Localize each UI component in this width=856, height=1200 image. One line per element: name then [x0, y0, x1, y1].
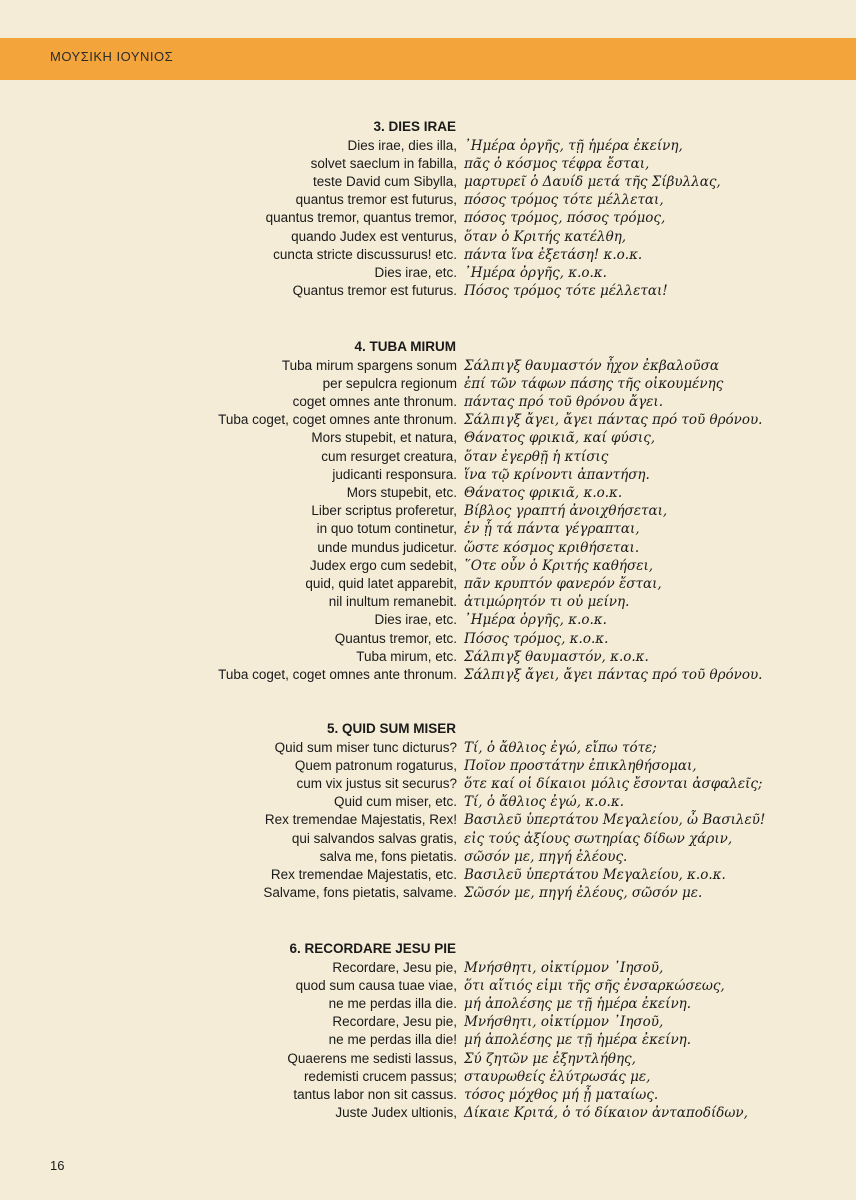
lyric-line: [0, 137, 856, 155]
lyric-line: [0, 1031, 856, 1049]
section-title: 4. TUBA MIRUM: [354, 339, 456, 354]
lyric-line: [0, 739, 856, 757]
lyric-line: [0, 575, 856, 593]
latin-text: cuncta stricte discussurus! etc.: [273, 246, 457, 262]
greek-text: ᾽Ημέρα ὀργῆς, κ.ο.κ.: [464, 264, 607, 281]
section-title: 6. RECORDARE JESU PIE: [289, 941, 456, 956]
greek-text: πόσος τρόμος, πόσος τρόμος,: [464, 210, 666, 227]
lyric-line: [0, 977, 856, 995]
lyric-line: [0, 466, 856, 484]
latin-text: Salvame, fons pietatis, salvame.: [263, 885, 457, 901]
lyric-line: [0, 209, 856, 227]
greek-text: Πόσος τρόμος, κ.ο.κ.: [464, 630, 609, 647]
greek-text: πᾶν κρυπτόν φανερόν ἔσται,: [464, 575, 662, 592]
latin-text: Tuba coget, coget omnes ante thronum.: [218, 412, 457, 428]
greek-text: σῶσόν με, πηγή ἐλέους.: [464, 848, 628, 865]
lyric-line: [0, 502, 856, 520]
lyric-line: [0, 830, 856, 848]
lyric-line: [0, 1050, 856, 1068]
latin-text: ne me perdas illa die!: [328, 1032, 457, 1048]
lyric-line: [0, 866, 856, 884]
latin-text: cum resurget creatura,: [321, 448, 457, 464]
lyric-line: [0, 429, 856, 447]
lyric-line: [0, 448, 856, 466]
latin-text: quantus tremor est futurus,: [295, 192, 457, 208]
latin-text: judicanti responsura.: [332, 466, 457, 482]
lyric-line: [0, 757, 856, 775]
latin-text: Juste Judex ultionis,: [335, 1105, 457, 1121]
greek-text: Θάνατος φρικιᾶ, κ.ο.κ.: [464, 484, 623, 501]
latin-text: cum vix justus sit securus?: [296, 775, 457, 791]
latin-text: Liber scriptus proferetur,: [311, 503, 457, 519]
latin-text: Dies irae, etc.: [374, 264, 457, 280]
latin-text: tantus labor non sit cassus.: [293, 1086, 457, 1102]
section-title: 5. QUID SUM MISER: [326, 721, 456, 736]
greek-text: πᾶς ὁ κόσμος τέφρα ἔσται,: [464, 155, 650, 172]
lyric-line: [0, 557, 856, 575]
latin-text: ne me perdas illa die.: [328, 995, 457, 1011]
lyric-line: [0, 155, 856, 173]
latin-text: qui salvandos salvas gratis,: [291, 830, 457, 846]
lyric-line: [0, 520, 856, 538]
lyric-line: [0, 539, 856, 557]
greek-text: εἰς τούς ἀξίους σωτηρίας δίδων χάριν,: [464, 830, 733, 847]
greek-text: ἀτιμώρητόν τι οὐ μείνη.: [464, 594, 630, 611]
greek-text: μαρτυρεῖ ὁ Δαυίδ μετά τῆς Σίβυλλας,: [464, 173, 721, 190]
lyric-line: [0, 1104, 856, 1122]
lyric-line: [0, 228, 856, 246]
section-title: 3. DIES IRAE: [373, 119, 456, 134]
latin-text: quantus tremor, quantus tremor,: [265, 210, 457, 226]
latin-text: Mors stupebit, et natura,: [311, 430, 457, 446]
latin-text: Quantus tremor est futurus.: [292, 283, 457, 299]
lyric-line: [0, 357, 856, 375]
header-title: ΜΟΥΣΙΚΗ ΙΟΥΝΙΟΣ: [50, 49, 174, 64]
page-number: 16: [50, 1158, 65, 1173]
greek-text: πόσος τρόμος τότε μέλλεται,: [464, 192, 664, 209]
greek-text: ἵνα τῷ κρίνοντι ἀπαντήση.: [464, 466, 650, 483]
lyric-line: [0, 411, 856, 429]
greek-text: μή ἀπολέσης με τῇ ἡμέρα ἐκείνη.: [464, 995, 692, 1012]
latin-text: Quaerens me sedisti lassus,: [287, 1050, 457, 1066]
lyric-line: [0, 593, 856, 611]
greek-text: πάντας πρό τοῦ θρόνου ἄγει.: [464, 393, 663, 410]
latin-text: per sepulcra regionum: [322, 375, 457, 391]
latin-text: Tuba coget, coget omnes ante thronum.: [218, 666, 457, 682]
greek-text: Σάλπιγξ ἄγει, ἄγει πάντας πρό τοῦ θρόνου.: [464, 412, 763, 429]
latin-text: Quid cum miser, etc.: [333, 794, 457, 810]
greek-text: Βασιλεῦ ὑπερτάτου Μεγαλείου, ὦ Βασιλεῦ!: [464, 812, 766, 829]
greek-text: Μνήσθητι, οἰκτίρμον ᾽Ιησοῦ,: [464, 959, 664, 976]
lyric-line: [0, 775, 856, 793]
latin-text: teste David cum Sibylla,: [312, 173, 457, 189]
lyric-line: [0, 264, 856, 282]
greek-text: ὅταν ἐγερθῇ ἡ κτίσις: [464, 448, 609, 465]
greek-text: ἐπί τῶν τάφων πάσης τῆς οἰκουμένης: [464, 375, 724, 392]
greek-text: Βίβλος γραπτή ἀνοιχθήσεται,: [464, 503, 668, 520]
latin-text: Dies irae, etc.: [374, 612, 457, 628]
greek-text: Σάλπιγξ θαυμαστόν ἦχον ἐκβαλοῦσα: [464, 357, 719, 374]
greek-text: Δίκαιε Κριτά, ὁ τό δίκαιον ἀνταποδίδων,: [464, 1105, 748, 1122]
latin-text: Tuba mirum, etc.: [356, 648, 457, 664]
latin-text: Quantus tremor, etc.: [334, 630, 457, 646]
greek-text: τόσος μόχθος μή ᾖ ματαίως.: [464, 1086, 659, 1103]
latin-text: unde mundus judicetur.: [317, 539, 457, 555]
lyric-line: [0, 246, 856, 264]
latin-text: Recordare, Jesu pie,: [332, 1014, 457, 1030]
lyric-line: [0, 1068, 856, 1086]
latin-text: quod sum causa tuae viae,: [295, 977, 457, 993]
greek-text: ὅταν ὁ Κριτής κατέλθη,: [464, 228, 627, 245]
lyric-line: [0, 793, 856, 811]
greek-text: ἐν ᾗ τά πάντα γέγραπται,: [464, 521, 640, 538]
lyric-line: [0, 173, 856, 191]
latin-text: Quem patronum rogaturus,: [294, 757, 457, 773]
lyric-line: [0, 611, 856, 629]
greek-text: ᾽Ημέρα ὀργῆς, τῇ ἡμέρα ἐκείνη,: [464, 137, 683, 154]
latin-text: Tuba mirum spargens sonum: [281, 357, 457, 373]
greek-text: ᾽Ημέρα ὀργῆς, κ.ο.κ.: [464, 612, 607, 629]
greek-text: μή ἀπολέσης με τῇ ἡμέρα ἐκείνη.: [464, 1032, 692, 1049]
greek-text: ὅτε καί οἱ δίκαιοι μόλις ἔσονται ἀσφαλεῖς;: [464, 775, 763, 792]
latin-text: quid, quid latet apparebit,: [305, 575, 457, 591]
latin-text: quando Judex est venturus,: [291, 228, 457, 244]
lyric-line: [0, 884, 856, 902]
lyric-line: [0, 648, 856, 666]
greek-text: Πόσος τρόμος τότε μέλλεται!: [464, 283, 668, 300]
greek-text: Μνήσθητι, οἰκτίρμον ᾽Ιησοῦ,: [464, 1014, 664, 1031]
latin-text: Quid sum miser tunc dicturus?: [274, 739, 457, 755]
greek-text: Θάνατος φρικιᾶ, καί φύσις,: [464, 430, 656, 447]
greek-text: Τί, ὁ ἄθλιος ἐγώ, εἴπω τότε;: [464, 739, 657, 756]
lyric-line: [0, 811, 856, 829]
latin-text: Rex tremendae Majestatis, etc.: [270, 866, 457, 882]
greek-text: Ποῖον προστάτην ἐπικληθήσομαι,: [464, 757, 697, 774]
greek-text: Σῶσόν με, πηγή ἐλέους, σῶσόν με.: [464, 885, 703, 902]
latin-text: redemisti crucem passus;: [303, 1068, 457, 1084]
latin-text: salva me, fons pietatis.: [319, 848, 457, 864]
lyric-line: [0, 848, 856, 866]
lyric-line: [0, 393, 856, 411]
lyric-line: [0, 484, 856, 502]
latin-text: Mors stupebit, etc.: [346, 484, 457, 500]
lyric-line: [0, 666, 856, 684]
lyric-line: [0, 1013, 856, 1031]
greek-text: πάντα ἵνα ἐξετάση! κ.ο.κ.: [464, 246, 643, 263]
greek-text: ὥστε κόσμος κριθήσεται.: [464, 539, 640, 556]
lyric-line: [0, 959, 856, 977]
latin-text: Recordare, Jesu pie,: [332, 959, 457, 975]
greek-text: ὅτι αἴτιός εἰμι τῆς σῆς ἐνσαρκώσεως,: [464, 977, 725, 994]
lyric-line: [0, 282, 856, 300]
greek-text: σταυρωθείς ἐλύτρωσάς με,: [464, 1068, 651, 1085]
lyric-line: [0, 375, 856, 393]
greek-text: Βασιλεῦ ὑπερτάτου Μεγαλείου, κ.ο.κ.: [464, 866, 726, 883]
latin-text: in quo totum continetur,: [316, 521, 457, 537]
latin-text: Rex tremendae Majestatis, Rex!: [264, 812, 457, 828]
latin-text: Judex ergo cum sedebit,: [309, 557, 457, 573]
greek-text: Σάλπιγξ ἄγει, ἄγει πάντας πρό τοῦ θρόνου.: [464, 666, 763, 683]
latin-text: nil inultum remanebit.: [328, 594, 457, 610]
greek-text: Σάλπιγξ θαυμαστόν, κ.ο.κ.: [464, 648, 649, 665]
latin-text: solvet saeclum in fabilla,: [310, 155, 457, 171]
latin-text: Dies irae, dies illa,: [347, 137, 457, 153]
header-band: [0, 38, 856, 80]
lyric-line: [0, 995, 856, 1013]
greek-text: ῞Οτε οὖν ὁ Κριτής καθήσει,: [464, 557, 654, 574]
lyric-line: [0, 1086, 856, 1104]
greek-text: Τί, ὁ ἄθλιος ἐγώ, κ.ο.κ.: [464, 794, 624, 811]
lyric-line: [0, 191, 856, 209]
lyric-line: [0, 630, 856, 648]
greek-text: Σύ ζητῶν με ἐξηντλήθης,: [464, 1050, 636, 1067]
latin-text: coget omnes ante thronum.: [292, 393, 457, 409]
